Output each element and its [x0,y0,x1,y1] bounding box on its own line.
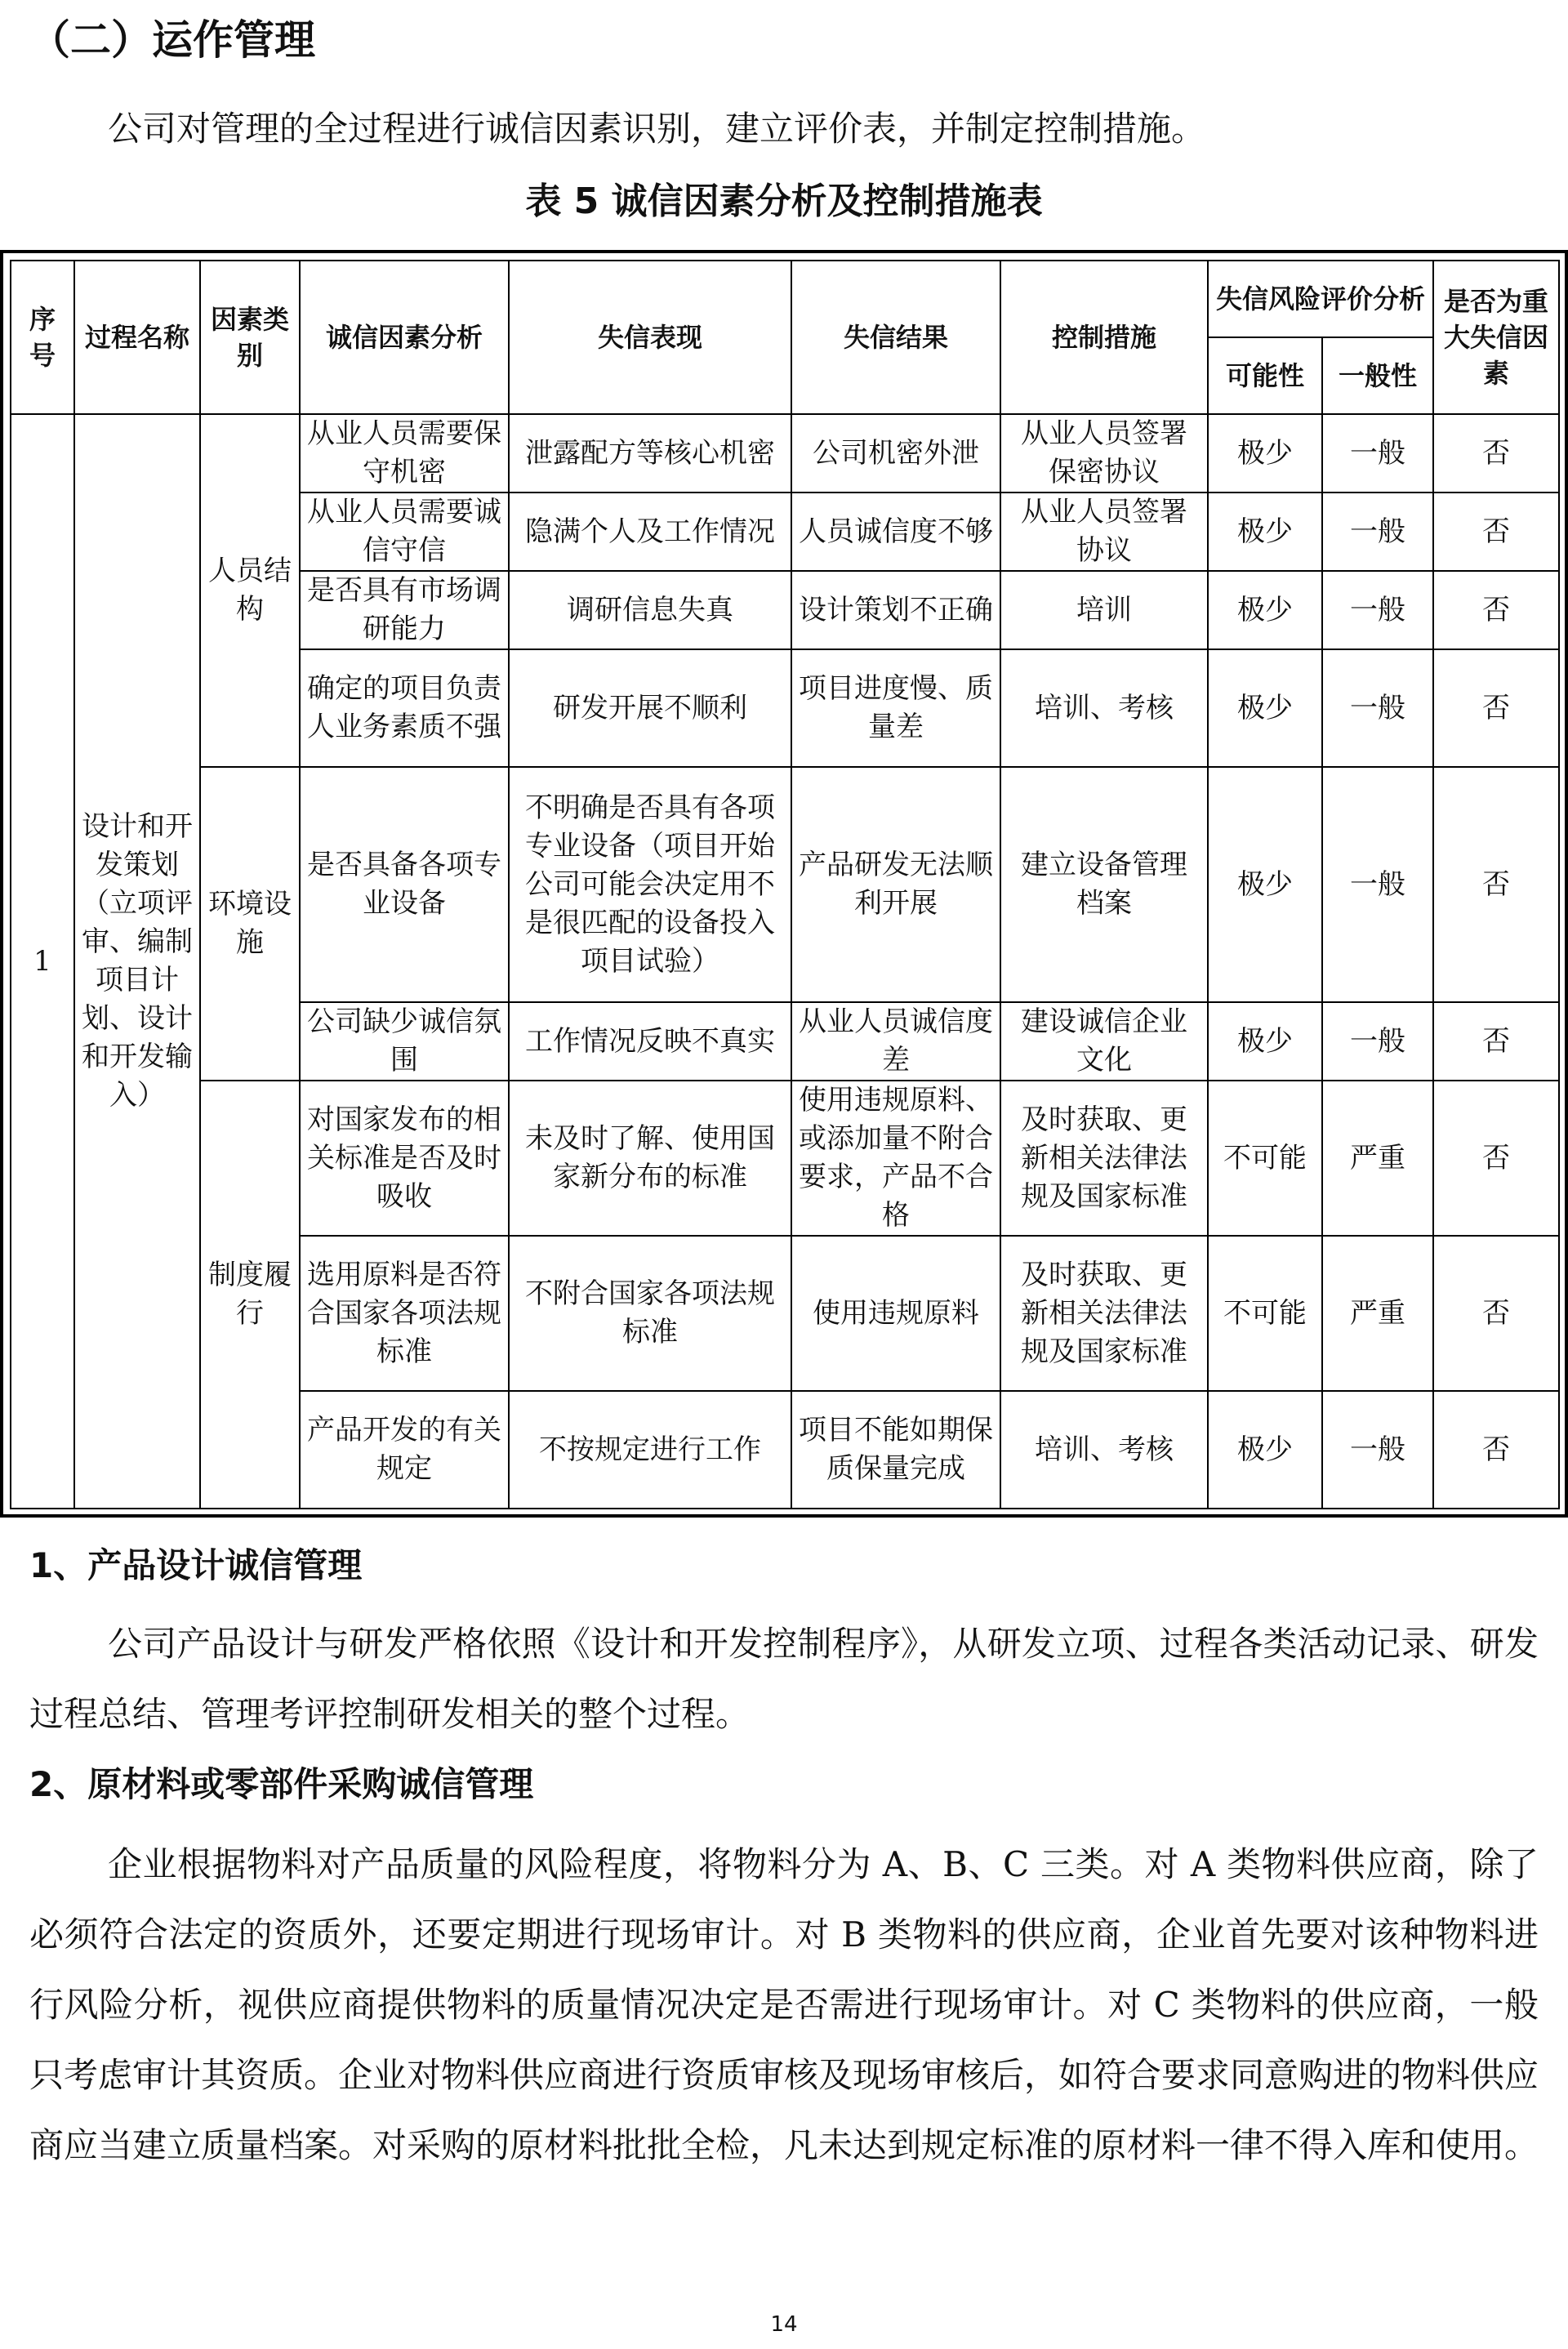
header-process: 过程名称 [74,261,200,414]
likelihood-cell: 极少 [1208,493,1322,571]
factor-cell: 选用原料是否符合国家各项法规标准 [300,1236,509,1391]
severity-cell: 一般 [1322,493,1433,571]
category-cell: 制度履行 [200,1081,300,1509]
subsection-paragraph-1: 公司产品设计与研发严格依照《设计和开发控制程序》，从研发立项、过程各类活动记录、研发过程总结、管理考评控制研发相关的整个过程。 [29,1624,1539,1734]
factor-cell: 从业人员需要诚信守信 [300,493,509,571]
major-cell: 否 [1433,649,1559,767]
result-cell: 项目进度慢、质量差 [791,649,1000,767]
likelihood-cell: 极少 [1208,571,1322,649]
measure-cell: 及时获取、更新相关法律法规及国家标准 [1000,1236,1208,1391]
major-cell: 否 [1433,1081,1559,1236]
major-cell: 否 [1433,1002,1559,1081]
likelihood-cell: 极少 [1208,1391,1322,1509]
header-category: 因素类别 [200,261,300,414]
subsection-heading-1: 1、产品设计诚信管理 [29,1545,363,1585]
intro-paragraph: 公司对管理的全过程进行诚信因素识别，建立评价表，并制定控制措施。 [108,109,1206,149]
likelihood-cell: 极少 [1208,1002,1322,1081]
likelihood-cell: 极少 [1208,414,1322,493]
severity-cell: 一般 [1322,1002,1433,1081]
result-cell: 人员诚信度不够 [791,493,1000,571]
measure-cell: 从业人员签署协议 [1000,493,1208,571]
major-cell: 否 [1433,767,1559,1002]
likelihood-cell: 不可能 [1208,1236,1322,1391]
factor-cell: 确定的项目负责人业务素质不强 [300,649,509,767]
result-cell: 项目不能如期保质保量完成 [791,1391,1000,1509]
header-factor: 诚信因素分析 [300,261,509,414]
severity-cell: 一般 [1322,414,1433,493]
result-cell: 产品研发无法顺利开展 [791,767,1000,1002]
header-measure: 控制措施 [1000,261,1208,414]
measure-cell: 建立设备管理档案 [1000,767,1208,1002]
measure-cell: 培训、考核 [1000,649,1208,767]
manifestation-cell: 研发开展不顺利 [509,649,791,767]
manifestation-cell: 未及时了解、使用国家新分布的标准 [509,1081,791,1236]
result-cell: 设计策划不正确 [791,571,1000,649]
subsection-heading-2: 2、原材料或零部件采购诚信管理 [29,1764,534,1804]
seq-cell: 1 [11,414,74,1509]
manifestation-cell: 泄露配方等核心机密 [509,414,791,493]
header-likelihood: 可能性 [1208,337,1322,414]
major-cell: 否 [1433,1391,1559,1509]
severity-cell: 一般 [1322,571,1433,649]
section-heading: （二）运作管理 [29,16,315,64]
major-cell: 否 [1433,493,1559,571]
major-cell: 否 [1433,1236,1559,1391]
result-cell: 公司机密外泄 [791,414,1000,493]
header-result: 失信结果 [791,261,1000,414]
category-cell: 环境设施 [200,767,300,1081]
category-cell: 人员结构 [200,414,300,767]
subsection-paragraph-2: 企业根据物料对产品质量的风险程度，将物料分为 A、B、C 三类。对 A 类物料供应商，除了必须符合法定的资质外，还要定期进行现场审计。对 B 类物料的供应商，企业首先要对该种物料进行风险分析，视供应商提供物料的质量情况决定是否需进行现场审计。对 C 类物料的供应商，一般只考虑审计其资质。企业对物料供应商进行资质审核及现场审核后，如符合要求同意购进的物料供应商应当建立质量档案。对采购的原材料批批全检，凡未达到规定标准的原材料一律不得入库和使用。 [29,1844,1539,2165]
result-cell: 使用违规原料 [791,1236,1000,1391]
manifestation-cell: 不明确是否具有各项专业设备（项目开始公司可能会决定用不是很匹配的设备投入项目试验） [509,767,791,1002]
page-number: 14 [770,2312,798,2337]
likelihood-cell: 极少 [1208,649,1322,767]
major-cell: 否 [1433,571,1559,649]
result-cell: 使用违规原料、或添加量不附合要求，产品不合格 [791,1081,1000,1236]
factor-cell: 产品开发的有关规定 [300,1391,509,1509]
manifestation-cell: 隐满个人及工作情况 [509,493,791,571]
severity-cell: 一般 [1322,649,1433,767]
result-cell: 从业人员诚信度差 [791,1002,1000,1081]
header-risk-group: 失信风险评价分析 [1208,261,1433,337]
severity-cell: 一般 [1322,767,1433,1002]
header-seq: 序号 [11,261,74,414]
severity-cell: 严重 [1322,1081,1433,1236]
header-severity: 一般性 [1322,337,1433,414]
likelihood-cell: 不可能 [1208,1081,1322,1236]
manifestation-cell: 不附合国家各项法规标准 [509,1236,791,1391]
header-manifestation: 失信表现 [509,261,791,414]
manifestation-cell: 工作情况反映不真实 [509,1002,791,1081]
integrity-factor-table [10,260,1560,1509]
severity-cell: 一般 [1322,1391,1433,1509]
major-cell: 否 [1433,414,1559,493]
process-cell: 设计和开发策划（立项评审、编制项目计划、设计和开发输入） [74,414,200,1509]
factor-cell: 公司缺少诚信氛围 [300,1002,509,1081]
measure-cell: 及时获取、更新相关法律法规及国家标准 [1000,1081,1208,1236]
factor-cell: 是否具有市场调研能力 [300,571,509,649]
measure-cell: 培训、考核 [1000,1391,1208,1509]
manifestation-cell: 调研信息失真 [509,571,791,649]
measure-cell: 建设诚信企业文化 [1000,1002,1208,1081]
severity-cell: 严重 [1322,1236,1433,1391]
measure-cell: 培训 [1000,571,1208,649]
header-major: 是否为重大失信因素 [1433,261,1559,414]
factor-cell: 从业人员需要保守机密 [300,414,509,493]
factor-cell: 是否具备各项专业设备 [300,767,509,1002]
measure-cell: 从业人员签署保密协议 [1000,414,1208,493]
likelihood-cell: 极少 [1208,767,1322,1002]
factor-cell: 对国家发布的相关标准是否及时吸收 [300,1081,509,1236]
manifestation-cell: 不按规定进行工作 [509,1391,791,1509]
table-caption: 表 5 诚信因素分析及控制措施表 [525,181,1043,222]
